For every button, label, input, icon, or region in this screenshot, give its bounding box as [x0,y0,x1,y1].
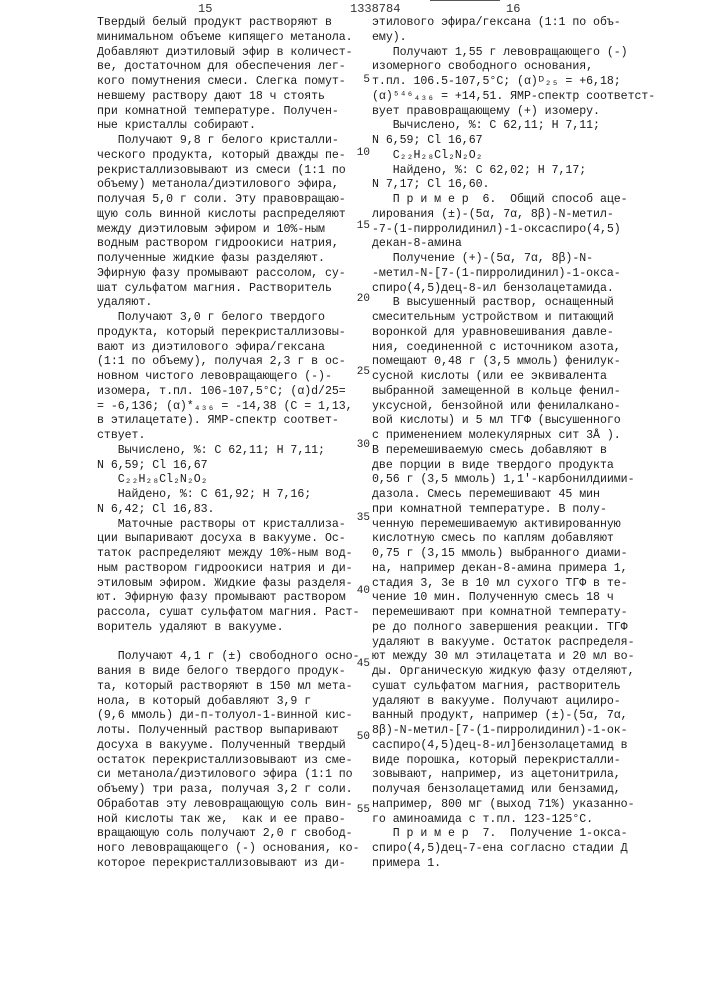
text-line: Получают 3,0 г белого твердого [97,311,372,326]
text-line: = -6,136; (α)*₄₃₆ = -14,38 (C = 1,13, [97,400,372,415]
line-number: 25 [356,366,370,378]
text-line: которое перекристаллизовывают из ди- [97,857,372,872]
text-line: например, 800 мг (выход 71%) указанно- [372,798,647,813]
text-line: N 7,17; Cl 16,60. [372,178,647,193]
text-line: удаляют. [97,296,372,311]
text-line: в этилацетате). ЯМР-спектр соответ- [97,414,372,429]
text-line: го аминоамида с т.пл. 123-125°C. [372,813,647,828]
text-line: помещают 0,48 г (3,5 ммоль) фенилук- [372,355,647,370]
text-line: т.пл. 106.5-107,5°C; (α)ᴰ₂₅ = +6,18; [372,75,647,90]
text-line: декан-8-амина [372,237,647,252]
text-line: новном чистого левовращающего (-)- [97,370,372,385]
text-line: чение 10 мин. Полученную смесь 18 ч [372,591,647,606]
text-line: ве, достаточном для обеспечения лег- [97,60,372,75]
text-line: с применением молекулярных сит 3Å ). [372,429,647,444]
text-line: C₂₂H₂₈Cl₂N₂O₂ [372,149,647,164]
text-line: изомерного свободного основания, [372,60,647,75]
text-line [97,636,372,651]
line-number: 20 [356,293,370,305]
line-number: 55 [356,804,370,816]
line-number: 10 [356,147,370,159]
text-line: этилового эфира/гексана (1:1 по объ- [372,16,647,31]
text-line: ют между 30 мл этилацетата и 20 мл во- [372,650,647,665]
text-line: щую соль винной кислоты распределяют [97,208,372,223]
text-line: получая 5,0 г соли. Эту правовращаю- [97,193,372,208]
text-line: Эфирную фазу промывают рассолом, су- [97,267,372,282]
text-line: -7-(1-пирролидинил)-1-оксаспиро(4,5) [372,223,647,238]
text-line: уксусной, бензойной или фенилалкано- [372,400,647,415]
text-line: ре до полного завершения реакции. ТГФ [372,621,647,636]
text-line: спиро(4,5)дец-8-ил бензолацетамида. [372,282,647,297]
text-line: дазола. Смесь перемешивают 45 мин [372,488,647,503]
text-line: ды. Органическую жидкую фазу отделяют, [372,665,647,680]
text-line: воритель удаляют в вакууме. [97,621,372,636]
text-line: зовывают, например, из ацетонитрила, [372,768,647,783]
text-line: при комнатной температуре. В полу- [372,503,647,518]
text-line: объему) метанола/диэтилового эфира, [97,178,372,193]
line-number: 35 [356,512,370,524]
text-line: невшему раствору дают 18 ч стоять [97,90,372,105]
text-line: водным раствором гидроокиси натрия, [97,237,372,252]
text-line: Найдено, %: C 61,92; H 7,16; [97,488,372,503]
text-line: вует правовращающему (+) изомеру. [372,105,647,120]
text-line: стадия 3, 3е в 10 мл сухого ТГФ в те- [372,577,647,592]
line-number: 15 [356,220,370,232]
line-number: 45 [356,658,370,670]
text-line: спиро(4,5)дец-7-ена согласно стадии Д [372,842,647,857]
text-line: Твердый белый продукт растворяют в [97,16,372,31]
text-line: вают из диэтилового эфира/гексана [97,341,372,356]
text-line: шат сульфатом магния. Растворитель [97,282,372,297]
text-line: ческого продукта, который дважды пе- [97,149,372,164]
text-line: Получают 1,55 г левовращающего (-) [372,46,647,61]
text-line: Обработав эту левовращающую соль вин- [97,798,372,813]
text-line: получая бензолацетамид или бензамид, [372,783,647,798]
text-line: Маточные растворы от кристаллиза- [97,518,372,533]
text-line: вания в виде белого твердого продук- [97,665,372,680]
text-line: на, например декан-8-амина примера 1, [372,562,647,577]
text-line: N 6,59; Cl 16,67 [97,459,372,474]
text-line: этиловым эфиром. Жидкие фазы разделя- [97,577,372,592]
text-line: кислотную смесь по каплям добавляют [372,532,647,547]
text-line: Получают 9,8 г белого кристалли- [97,134,372,149]
text-line: нола, в который добавляют 3,9 г [97,695,372,710]
text-line: выбранной замещенной в кольце фенил- [372,385,647,400]
text-line: вой кислоты) и 5 мл ТГФ (высушенного [372,414,647,429]
text-line: удаляют в вакууме. Остаток распределя- [372,636,647,651]
text-line: ему). [372,31,647,46]
text-line: ствует. [97,429,372,444]
text-line: ния, соединенной с источником азота, [372,341,647,356]
text-line: Получают 4,1 г (±) свободного осно- [97,650,372,665]
text-line: две порции в виде твердого продукта [372,459,647,474]
text-line: Найдено, %: C 62,02; H 7,17; [372,164,647,179]
text-line: изомера, т.пл. 106-107,5°C; (α)d/25= [97,385,372,400]
text-line: Вычислено, %: C 62,11; H 7,11; [372,119,647,134]
text-line: ной кислоты так же, как и ее право- [97,813,372,828]
text-line: Добавляют диэтиловый эфир в количест- [97,46,372,61]
text-line: кого помутнения смеси. Слегка помут- [97,75,372,90]
text-line: ют. Эфирную фазу промывают раствором [97,591,372,606]
patent-number: 1338784 [350,2,400,16]
text-line: N 6,42; Cl 16,83. [97,503,372,518]
text-line: минимальном объеме кипящего метанола. [97,31,372,46]
text-line: C₂₂H₂₈Cl₂N₂O₂ [97,473,372,488]
text-line: ные кристаллы собирают. [97,119,372,134]
text-line: сушат сульфатом магния, растворитель [372,680,647,695]
text-line: П р и м е р 6. Общий способ аце- [372,193,647,208]
page-number-right: 16 [506,2,520,16]
text-line: ции выпаривают досуха в вакууме. Ос- [97,532,372,547]
text-line: удаляют в вакууме. Получают ацилиро- [372,695,647,710]
text-line: ченную перемешиваемую активированную [372,518,647,533]
text-line: ванный продукт, например (±)-(5α, 7α, [372,709,647,724]
text-line: ного левовращающего (-) основания, ко- [97,842,372,857]
text-line: вращающую соль получают 2,0 г свобод- [97,827,372,842]
right-text-column [372,16,647,872]
text-line: (9,6 ммоль) ди-п-толуол-1-винной кис- [97,709,372,724]
text-line: лирования (±)-(5α, 7α, 8β)-N-метил- [372,208,647,223]
text-line: Получение (+)-(5α, 7α, 8β)-N- [372,252,647,267]
text-line: объему) три раза, получая 3,2 г соли. [97,783,372,798]
line-number: 30 [356,439,370,451]
text-line: П р и м е р 7. Получение 1-окса- [372,827,647,842]
text-line: воронкой для уравновешивания давле- [372,326,647,341]
page-number-left: 15 [198,2,212,16]
text-line: та, который растворяют в 150 мл мета- [97,680,372,695]
text-line: В высушенный раствор, оснащенный [372,296,647,311]
line-number: 5 [356,74,370,86]
text-line: (α)⁵⁴⁶₄₃₆ = +14,51. ЯМР-спектр соответст- [372,90,647,105]
text-line: рекристаллизовывают из смеси (1:1 по [97,164,372,179]
text-line: продукта, который перекристаллизовы- [97,326,372,341]
text-line: остаток перекристаллизовывают из сме- [97,754,372,769]
text-line: 0,56 г (3,5 ммоль) 1,1'-карбонилдиими- [372,473,647,488]
text-line: си метанола/диэтилового эфира (1:1 по [97,768,372,783]
text-line: таток распределяют между 10%-ным вод- [97,547,372,562]
left-text-column [97,16,372,872]
text-line: (1:1 по объему), получая 2,3 г в ос- [97,355,372,370]
text-line: при комнатной температуре. Получен- [97,105,372,120]
text-line: ным раствором гидроокиси натрия и ди- [97,562,372,577]
text-line: перемешивают при комнатной температу- [372,606,647,621]
text-line: примера 1. [372,857,647,872]
text-line: досуха в вакууме. Полученный твердый [97,739,372,754]
text-line: сусной кислоты (или ее эквивалента [372,370,647,385]
text-line: -метил-N-[7-(1-пирролидинил)-1-окса- [372,267,647,282]
line-number: 40 [356,585,370,597]
text-line: рассола, сушат сульфатом магния. Раст- [97,606,372,621]
text-line: саспиро(4,5)дец-8-ил]бензолацетамид в [372,739,647,754]
text-line: 8β)-N-метил-[7-(1-пирролидинил)-1-ок- [372,724,647,739]
text-line: N 6,59; Cl 16,67 [372,134,647,149]
text-line: В перемешиваемую смесь добавляют в [372,444,647,459]
text-line: Вычислено, %: C 62,11; H 7,11; [97,444,372,459]
scan-rule [430,0,500,1]
text-line: полученные жидкие фазы разделяют. [97,252,372,267]
text-line: между диэтиловым эфиром и 10%-ным [97,223,372,238]
text-line: лоты. Полученный раствор выпаривают [97,724,372,739]
text-line: смесительным устройством и питающий [372,311,647,326]
line-number: 50 [356,731,370,743]
text-line: 0,75 г (3,15 ммоль) выбранного диами- [372,547,647,562]
text-line: виде порошка, который перекристалли- [372,754,647,769]
